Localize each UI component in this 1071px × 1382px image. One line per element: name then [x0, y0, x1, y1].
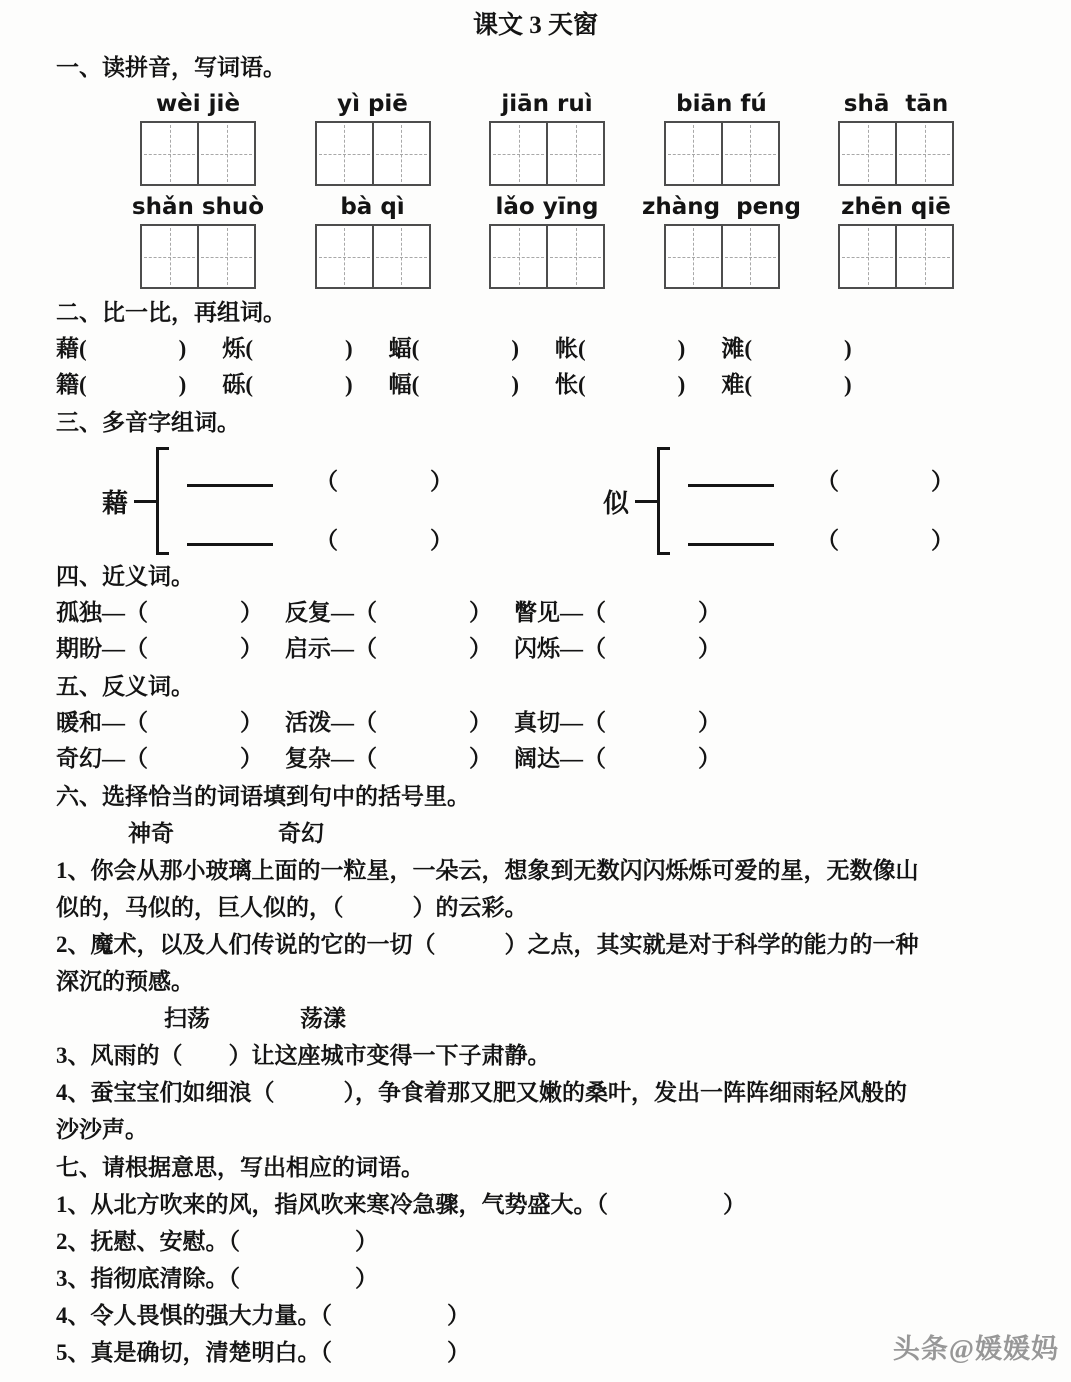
pinyin-word: shā tān: [843, 91, 949, 117]
page-title: 课文 3 天窗: [472, 12, 598, 39]
pinyin-word: zhàng peng: [641, 194, 802, 220]
definition-item: 4、令人畏惧的强大力量。（ ）: [56, 1303, 470, 1328]
grid-cell: [666, 226, 721, 287]
compare-item: 幅( ): [388, 372, 519, 397]
polyphone-character: 似: [603, 488, 630, 518]
grid-cell: [721, 123, 778, 184]
answer-parens: （ ）: [315, 469, 454, 494]
pinyin-row-2: [114, 192, 980, 222]
definition-item: 5、真是确切，清楚明白。（ ）: [56, 1340, 470, 1365]
pinyin-row-1: [114, 89, 980, 119]
section1-heading: 一、读拼音，写词语。: [56, 55, 286, 80]
writing-grid: [838, 121, 954, 186]
answer-blank: [187, 484, 273, 487]
antonym-row-2: [56, 741, 1015, 777]
grid-cell: [840, 226, 895, 287]
polyphone-answer-line: [688, 447, 954, 496]
antonym-item: 奇幻—（ ）: [56, 746, 263, 771]
word-option: 扫荡: [164, 1006, 210, 1031]
compare-item: 蝠( ): [388, 336, 519, 361]
grid-cell: [142, 226, 197, 287]
writing-grid: [140, 224, 256, 289]
compare-item: 难( ): [721, 372, 852, 397]
synonym-item: 期盼—（ ）: [56, 636, 263, 661]
synonym-item: 启示—（ ）: [285, 636, 492, 661]
polyphone-answer-line: [688, 506, 954, 555]
antonym-item: 阔达—（ ）: [514, 746, 721, 771]
writing-grid: [489, 121, 605, 186]
grid-cell: [491, 226, 546, 287]
compare-item: 滩( ): [721, 336, 852, 361]
compare-item: 砾( ): [222, 372, 353, 397]
question-2-line-2: 深沉的预感。: [56, 969, 194, 994]
writing-grid: [838, 224, 954, 289]
synonym-item: 瞥见—（ ）: [514, 600, 721, 625]
compare-item: 烁( ): [222, 336, 353, 361]
answer-blank: [688, 543, 774, 546]
brace-stem: [635, 500, 657, 503]
answer-parens: （ ）: [315, 528, 454, 553]
question-1-line-2: 似的，马似的，巨人似的，（ ）的云彩。: [56, 895, 528, 920]
pinyin-word: lǎo yīng: [495, 194, 599, 220]
compare-row-2: [56, 367, 1015, 403]
compare-row-1: [56, 331, 1015, 367]
answer-parens: （ ）: [816, 469, 955, 494]
compare-item: 藉( ): [56, 336, 187, 361]
compare-item: 怅( ): [554, 372, 686, 397]
writing-grid: [664, 121, 780, 186]
word-options-1: [56, 815, 1015, 852]
antonym-item: 暖和—（ ）: [56, 710, 263, 735]
writing-grid-row-1: [114, 121, 980, 186]
writing-grid: [140, 121, 256, 186]
question-4-line-1: 4、蚕宝宝们如细浪（ ），争食着那又肥又嫩的桑叶，发出一阵阵细雨轻风般的: [56, 1080, 907, 1105]
grid-cell: [666, 123, 721, 184]
section4-heading: 四、近义词。: [56, 564, 194, 589]
pinyin-word: yì piē: [337, 91, 408, 117]
pinyin-word: zhēn qiē: [841, 194, 951, 220]
antonym-item: 活泼—（ ）: [285, 710, 492, 735]
word-option: 神奇: [128, 821, 174, 846]
synonym-row-1: [56, 595, 1015, 631]
writing-grid: [315, 121, 431, 186]
compare-item: 籍( ): [56, 372, 187, 397]
answer-blank: [688, 484, 774, 487]
question-2-line-1: 2、魔术，以及人们传说的它的一切（ ）之点，其实就是对于科学的能力的一种: [56, 932, 919, 957]
grid-cell: [895, 123, 952, 184]
grid-cell: [317, 226, 372, 287]
grid-cell: [546, 123, 603, 184]
antonym-item: 复杂—（ ）: [285, 746, 492, 771]
grid-cell: [372, 123, 429, 184]
grid-cell: [317, 123, 372, 184]
synonym-item: 孤独—（ ）: [56, 600, 263, 625]
definition-item: 1、从北方吹来的风，指风吹来寒冷急骤，气势盛大。（ ）: [56, 1192, 746, 1217]
antonym-row-1: [56, 705, 1015, 741]
section7-heading: 七、请根据意思，写出相应的词语。: [56, 1155, 424, 1180]
pinyin-word: bà qì: [340, 194, 405, 220]
question-3: 3、风雨的（ ）让这座城市变得一下子肃静。: [56, 1043, 551, 1068]
section3-heading: 三、多音字组词。: [56, 410, 240, 435]
grid-cell: [197, 123, 254, 184]
section6-heading: 六、选择恰当的词语填到句中的括号里。: [56, 784, 470, 809]
grid-cell: [721, 226, 778, 287]
section2-heading: 二、比一比，再组词。: [56, 300, 286, 325]
grid-cell: [142, 123, 197, 184]
section5-heading: 五、反义词。: [56, 674, 194, 699]
pinyin-word: biān fú: [676, 91, 767, 117]
polyphone-group-left: [102, 447, 453, 555]
synonym-item: 反复—（ ）: [285, 600, 492, 625]
answer-parens: （ ）: [816, 528, 955, 553]
word-option: 荡漾: [300, 1006, 346, 1031]
synonym-row-2: [56, 631, 1015, 667]
grid-cell: [197, 226, 254, 287]
word-options-2: [56, 1000, 1015, 1037]
definition-item: 2、抚慰、安慰。（ ）: [56, 1229, 378, 1254]
writing-grid: [315, 224, 431, 289]
compare-item: 帐( ): [554, 336, 686, 361]
grid-cell: [491, 123, 546, 184]
brace: [657, 447, 670, 555]
polyphone-answer-line: [187, 506, 453, 555]
pinyin-word: shǎn shuò: [131, 194, 265, 220]
polyphone-character: 藉: [102, 488, 129, 518]
watermark: 头条@媛媛妈: [892, 1334, 1059, 1364]
word-option: 奇幻: [278, 821, 324, 846]
grid-cell: [372, 226, 429, 287]
writing-grid-row-2: [114, 224, 980, 289]
grid-cell: [895, 226, 952, 287]
grid-cell: [840, 123, 895, 184]
answer-blank: [187, 543, 273, 546]
synonym-item: 闪烁—（ ）: [514, 636, 721, 661]
polyphone-answer-line: [187, 447, 453, 496]
brace: [156, 447, 169, 555]
pinyin-word: jiān ruì: [501, 91, 593, 117]
grid-cell: [546, 226, 603, 287]
antonym-item: 真切—（ ）: [514, 710, 721, 735]
brace-stem: [134, 500, 156, 503]
polyphone-group-right: [603, 447, 954, 555]
polyphone-row: [102, 447, 1015, 555]
writing-grid: [489, 224, 605, 289]
pinyin-word: wèi jiè: [155, 91, 241, 117]
writing-grid: [664, 224, 780, 289]
question-4-line-2: 沙沙声。: [56, 1117, 148, 1142]
definition-item: 3、指彻底清除。（ ）: [56, 1266, 378, 1291]
question-1-line-1: 1、你会从那小玻璃上面的一粒星，一朵云，想象到无数闪闪烁烁可爱的星，无数像山: [56, 858, 919, 883]
